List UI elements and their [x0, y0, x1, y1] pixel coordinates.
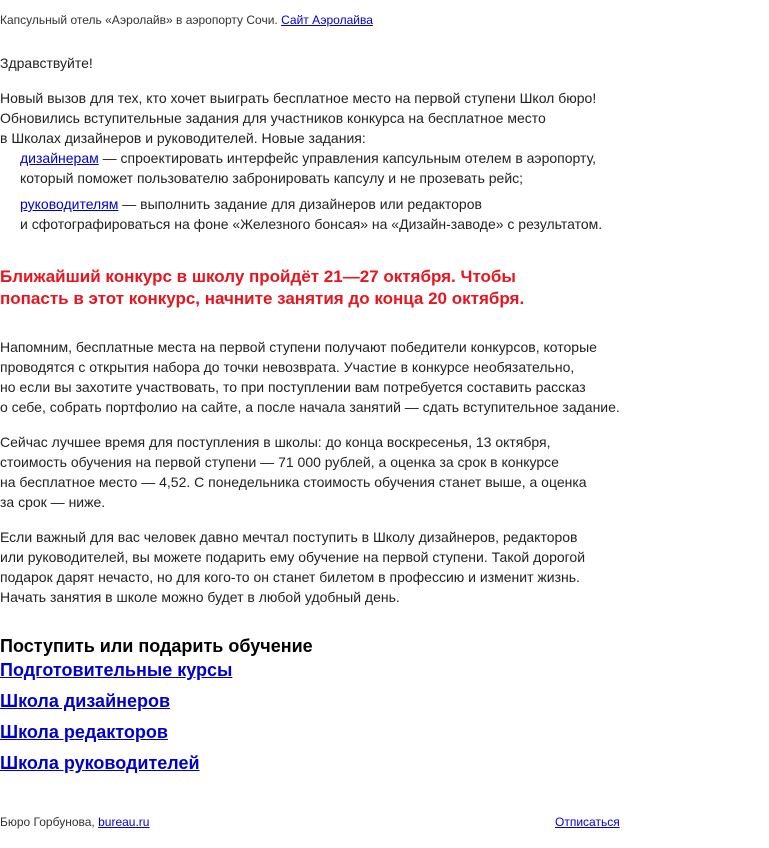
- pricing-line: Сейчас лучшее время для поступления в школы: до конца воскресенья, 13 октября,: [0, 434, 551, 450]
- intro-line: в Школах дизайнеров и руководителей. Новые задания:: [0, 130, 366, 146]
- greeting: Здравствуйте!: [0, 55, 93, 71]
- intro-line: Новый вызов для тех, кто хочет выиграть бесплатное место на первой ступени Школ бюро!: [0, 90, 597, 106]
- reminder-paragraph: [0, 337, 620, 417]
- unsubscribe-link[interactable]: Отписаться: [555, 815, 620, 829]
- gift-paragraph: [0, 527, 585, 607]
- task-text: — выполнить задание для дизайнеров или редакторов: [118, 196, 482, 212]
- task-text: и сфотографироваться на фоне «Железного бонсая» на «Дизайн-заводе» с результатом.: [20, 216, 603, 232]
- task-text: который поможет пользователю забронировать капсулу и не прозевать рейс;: [20, 170, 524, 186]
- managers-task-link[interactable]: руководителям: [20, 196, 119, 212]
- header: [0, 13, 373, 27]
- task-designers: [0, 148, 596, 188]
- pricing-line: за срок — ниже.: [0, 494, 106, 510]
- pricing-paragraph: [0, 432, 587, 512]
- footer-company: [0, 815, 149, 829]
- task-managers: [0, 194, 602, 234]
- reminder-line: проводятся с открытия набора до точки невозврата. Участие в конкурсе необязательно,: [0, 359, 575, 375]
- reminder-line: Напомним, бесплатные места на первой ступени получают победители конкурсов, которые: [0, 339, 597, 355]
- contest-alert: [0, 266, 524, 310]
- designers-task-link[interactable]: дизайнерам: [20, 150, 99, 166]
- header-text: Капсульный отель «Аэролайв» в аэропорту Сочи.: [0, 13, 278, 27]
- gift-line: Начать занятия в школе можно будет в любой удобный день.: [0, 589, 400, 605]
- company-name: Бюро Горбунова,: [0, 815, 95, 829]
- gift-line: Если важный для вас человек давно мечтал поступить в Школу дизайнеров, редакторов: [0, 529, 578, 545]
- aerolive-site-link[interactable]: Сайт Аэролайва: [281, 13, 373, 27]
- alert-line: Ближайший конкурс в школу пройдёт 21—27 октября. Чтобы: [0, 267, 516, 286]
- prep-courses-link[interactable]: Подготовительные курсы: [0, 660, 233, 680]
- reminder-line: о себе, собрать портфолио на сайте, а после начала занятий — сдать вступительное задание.: [0, 399, 620, 415]
- gift-line: подарок дарят нечасто, но для кого-то он станет билетом в профессию и изменит жизнь.: [0, 569, 580, 585]
- task-text: — спроектировать интерфейс управления капсульным отелем в аэропорту,: [98, 150, 597, 166]
- bureau-site-link[interactable]: bureau.ru: [98, 815, 150, 829]
- intro-line: Обновились вступительные задания для участников конкурса на бесплатное место: [0, 110, 546, 126]
- alert-line: попасть в этот конкурс, начните занятия до конца 20 октября.: [0, 289, 525, 308]
- designers-school-link[interactable]: Школа дизайнеров: [0, 691, 171, 711]
- editors-school-link[interactable]: Школа редакторов: [0, 722, 168, 742]
- pricing-line: на бесплатное место — 4,52. С понедельника стоимость обучения станет выше, а оценка: [0, 474, 587, 490]
- intro-paragraph: [0, 88, 596, 148]
- pricing-line: стоимость обучения на первой ступени — 71 000 рублей, а оценка за срок в конкурсе: [0, 454, 559, 470]
- reminder-line: но если вы захотите участвовать, то при поступлении вам потребуется составить рассказ: [0, 379, 586, 395]
- gift-line: или руководителей, вы можете подарить ему обучение на первой ступени. Такой дорогой: [0, 549, 586, 565]
- cta-title: Поступить или подарить обучение: [0, 636, 313, 656]
- managers-school-link[interactable]: Школа руководителей: [0, 753, 200, 773]
